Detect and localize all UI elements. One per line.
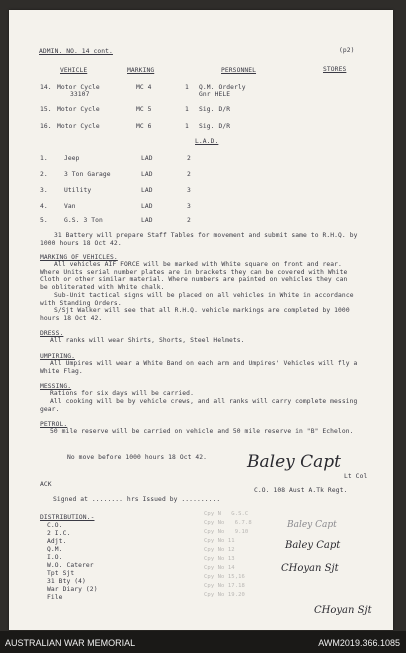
messing-para-1: Rations for six days will be carried. bbox=[50, 390, 194, 397]
dress-text: All ranks will wear Shirts, Shorts, Steel Helmets. bbox=[50, 337, 245, 344]
list-item: W.O. Caterer bbox=[47, 562, 94, 569]
signed-line: Signed at ........ hrs Issued by .......... bbox=[53, 496, 221, 503]
marking-heading: MARKING OF VEHICLES. bbox=[40, 254, 118, 261]
doc-title: ADMIN. NO. 14 cont. bbox=[39, 48, 113, 55]
page-number: (p2) bbox=[339, 47, 355, 54]
marking-para-2: Sub-Unit tactical signs will be placed on all vehicles in White in accordance with Standing Orders. bbox=[40, 292, 354, 307]
petrol-text: 50 mile reserve will be carried on vehicle and 50 mile reserve in "B" Echelon. bbox=[50, 428, 354, 435]
petrol-heading: PETROL. bbox=[40, 421, 68, 428]
col-marking: MARKING bbox=[127, 67, 155, 74]
col-stores: STORES bbox=[323, 66, 347, 73]
signature: Baley Capt bbox=[285, 540, 341, 551]
footer-right: AWM2019.366.1085 bbox=[318, 638, 400, 648]
marking-para-3: S/Sjt Walker will see that all R.H.Q. vehicle markings are completed by 1000 hours 18 Oct 42. bbox=[40, 307, 350, 322]
distribution-heading: DISTRIBUTION.- bbox=[40, 514, 95, 521]
staff-tables-paragraph: 31 Battery will prepare Staff Tables for movement and submit same to R.H.Q. by 1000 hours 18 Oct 42. bbox=[40, 232, 358, 247]
no-move-line: No move before 1000 hours 18 Oct 42. bbox=[67, 454, 208, 461]
document-page: Cpy N G.S.C Cpy No 6.7.8 Cpy No 9.10 Cpy No 11 Cpy No 12 Cpy No 13 Cpy No 14 Cpy No 15,16 Cpy No 17.18 Cpy No 19.20 ADMIN. NO. 14 cont. (p2) VEHICLE MARKING PERSONNEL STORES 14. Motor Cycle 33107 MC 4 1 Q.M. Orderly Gnr HELE 15. Motor Cycle MC 5 1 Sig. D/R 16. Motor Cycle MC 6 1 Sig. D/R L.A.D. 1. Jeep LAD 2 2. 3 Ton Garage LAD 2 3. Utility LAD 3 4. Van LAD 3 5. G.S. 3 Ton LAD 2 31 Battery will prepare Staff Tables for movement and submit same to R.H.Q. by 1000 hours 18 Oct 42. MARKING OF VEHICLES. All vehicles AIF FORCE will be marked with White square on front and rear. Where Units serial number plates are in brackets they can be covered with White Cloth or other similar material. Where numbers are painted on vehicles they can be obliterated with White chalk. Sub-Unit tactical signs will be placed on all vehicles in White in accordance with Standing Orders. S/Sjt Walker will see that all R.H.Q. vehicle markings are completed by 1000 hours 18 Oct 42. DRESS. All ranks will wear Shirts, Shorts, Steel Helmets. UMPIRING. All Umpires will wear a White Band on each arm and Umpires' Vehicles will fly a White Flag. MESSING. Rations for six days will be carried. All cooking will be by vehicle crews, and all ranks will carry complete messing gear. PETROL. 50 mile reserve will be carried on vehicle and 50 mile reserve in "B" Echelon. No move before 1000 hours 18 Oct 42. Baley Capt Lt Col ACK C.O. 108 Aust A.Tk Regt. Signed at ........ hrs Issued by .......... DISTRIBUTION.- C.O. 2 I.C. Adjt. Q.M. I.O. W.O. Caterer Tpt Sjt 31 Bty (4) War Diary (2) File Baley Capt Baley Capt CHoyan Sjt CHoyan Sjt bbox=[9, 10, 393, 630]
marking-para-1: All vehicles AIF FORCE will be marked with White square on front and rear. Where Units serial number plates are in brackets they can be covered with White Cloth or other similar material. Where numbers are painted on vehicles they can be obliterated with White chalk. bbox=[40, 261, 348, 291]
co-line: C.O. 108 Aust A.Tk Regt. bbox=[254, 487, 348, 494]
list-item: 2 I.C. bbox=[47, 530, 71, 537]
col-personnel: PERSONNEL bbox=[221, 67, 257, 74]
signature: CHoyan Sjt bbox=[314, 605, 372, 616]
umpiring-heading: UMPIRING. bbox=[40, 353, 76, 360]
signature: CHoyan Sjt bbox=[281, 563, 339, 574]
list-item: File bbox=[47, 594, 63, 601]
list-item: Adjt. bbox=[47, 538, 67, 545]
co-signature: Baley Capt bbox=[247, 452, 341, 472]
list-item: War Diary (2) bbox=[47, 586, 98, 593]
lad-heading: L.A.D. bbox=[195, 138, 219, 145]
col-vehicle: VEHICLE bbox=[60, 67, 88, 74]
rank-text: Lt Col bbox=[344, 473, 368, 480]
list-item: I.O. bbox=[47, 554, 63, 561]
list-item: 31 Bty (4) bbox=[47, 578, 86, 585]
footer-left: AUSTRALIAN WAR MEMORIAL bbox=[5, 638, 136, 648]
umpiring-text: All Umpires will wear a White Band on each arm and Umpires' Vehicles will fly a White Flag. bbox=[40, 360, 358, 375]
list-item: Tpt Sjt bbox=[47, 570, 75, 577]
list-item: Q.M. bbox=[47, 546, 63, 553]
ack-label: ACK bbox=[40, 481, 52, 488]
dress-heading: DRESS. bbox=[40, 330, 64, 337]
messing-heading: MESSING. bbox=[40, 383, 72, 390]
archive-footer bbox=[0, 631, 406, 653]
list-item: C.O. bbox=[47, 522, 63, 529]
signature: Baley Capt bbox=[287, 520, 337, 530]
bleed-through-text: Cpy N G.S.C Cpy No 6.7.8 Cpy No 9.10 Cpy No 11 Cpy No 12 Cpy No 13 Cpy No 14 Cpy No 15,16 Cpy No 17.18 Cpy No 19.20 bbox=[204, 511, 252, 598]
messing-para-2: All cooking will be by vehicle crews, and all ranks will carry complete messing gear. bbox=[40, 398, 358, 413]
